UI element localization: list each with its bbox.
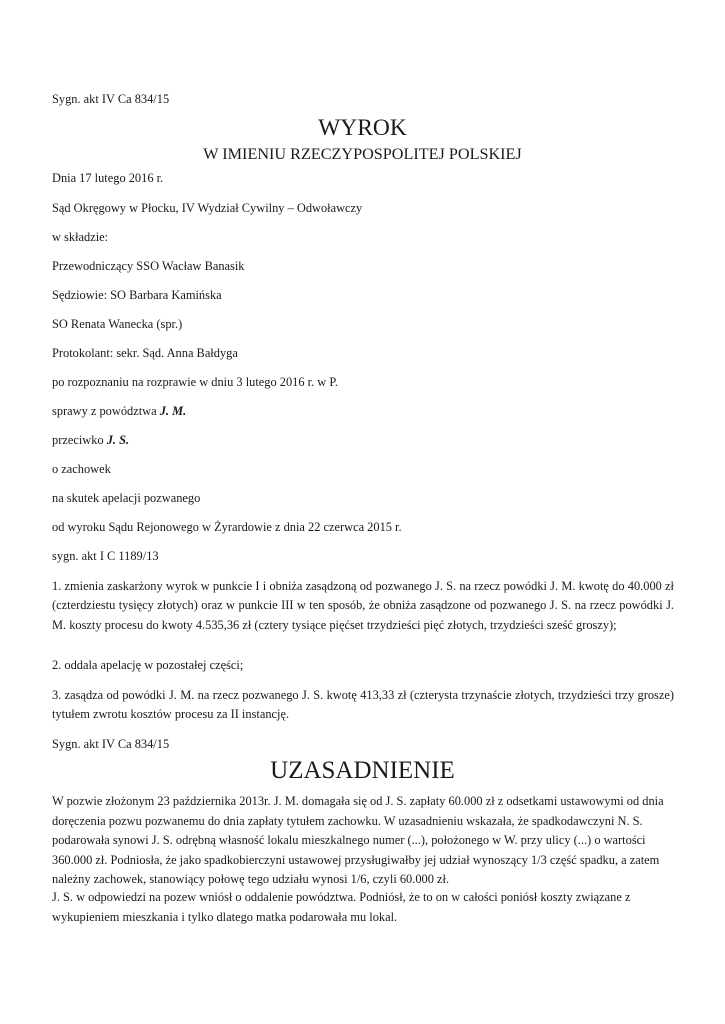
justification-title: UZASADNIENIE [270,757,455,784]
against-prefix: przeciwko [52,433,107,447]
justification-paragraph-1: W pozwie złożonym 23 października 2013r. J. M. domagała się od J. S. zapłaty 60.000 zł z odsetkami ustawowymi od dnia doręczenia pozwu pozwanemu do dnia zapłaty tytułem zachowku. W uzasadnieniu wskazała, że spadkodawczyni N. S. podarowała synowi J. S. odrębną własność lokalu mieszkalnego numer (...), położonego w W. przy ulicy (...) o wartości 360.000 zł. Podniosła, że jako spadkobierczyni ustawowej przysługiwałby jej udział wynoszący 1/3 część spadku, a zatem należny zachowek, stanowiący połowę tego udziału wynosi 1/6, czyli 60.000 zł. [52,794,664,887]
case-subject: o zachowek [52,462,111,476]
verdict-item-2: 2. oddala apelację w pozostałej części; [52,658,244,672]
justification-paragraph-2: J. S. w odpowiedzi na pozew wniósł o oddalenie powództwa. Podniósł, że to on w całości poniósł koszty związane z wykupieniem mieszkania i tylko dlatego matka podarowała mu lokal. [52,890,631,924]
composition-label: w składzie: [52,230,109,244]
verdict-item-3: 3. zasądza od powódki J. M. na rzecz pozwanego J. S. kwotę 413,33 zł (czterysta trzynaście złotych, trzydzieści trzy grosze) tytułem zwrotu kosztów procesu za II instancję. [52,688,674,722]
judge-rapporteur: SO Renata Wanecka (spr.) [52,317,183,331]
lower-court-signature: sygn. akt I C 1189/13 [52,549,159,563]
verdict-date: Dnia 17 lutego 2016 r. [52,171,164,185]
court-name: Sąd Okręgowy w Płocku, IV Wydział Cywilny – Odwoławczy [52,201,363,215]
presiding-judge: Przewodniczący SSO Wacław Banasik [52,259,245,273]
plaintiff-name: J. M. [159,404,187,418]
judges-line: Sędziowie: SO Barbara Kamińska [52,288,222,302]
case-signature-bottom: Sygn. akt IV Ca 834/15 [52,737,170,751]
verdict-title: WYROK [318,115,407,141]
lower-court-line: od wyroku Sądu Rejonowego w Żyrardowie z dnia 22 czerwca 2015 r. [52,520,402,534]
case-prefix: sprawy z powództwa [52,404,160,418]
court-clerk: Protokolant: sekr. Sąd. Anna Bałdyga [52,346,238,360]
verdict-subtitle: W IMIENIU RZECZYPOSPOLITEJ POLSKIEJ [203,145,522,163]
hearing-line: po rozpoznaniu na rozprawie w dniu 3 lutego 2016 r. w P. [52,375,338,389]
case-line [52,403,186,419]
against-line [52,432,129,448]
case-signature-top: Sygn. akt IV Ca 834/15 [52,92,170,106]
defendant-name: J. S. [106,433,130,447]
appeal-line: na skutek apelacji pozwanego [52,491,201,505]
verdict-item-1: 1. zmienia zaskarżony wyrok w punkcie I i obniża zasądzoną od pozwanego J. S. na rzecz powódki J. M. kwotę do 40.000 zł (czterdziestu tysięcy złotych) oraz w punkcie III w ten sposób, że obniża zasądzone od pozwanego J. S. na rzecz powódki J. M. koszty procesu do kwoty 4.535,36 zł (cztery tysiące pięćset trzydzieści pięć złotych, trzydzieści sześć groszy); [52,579,674,632]
